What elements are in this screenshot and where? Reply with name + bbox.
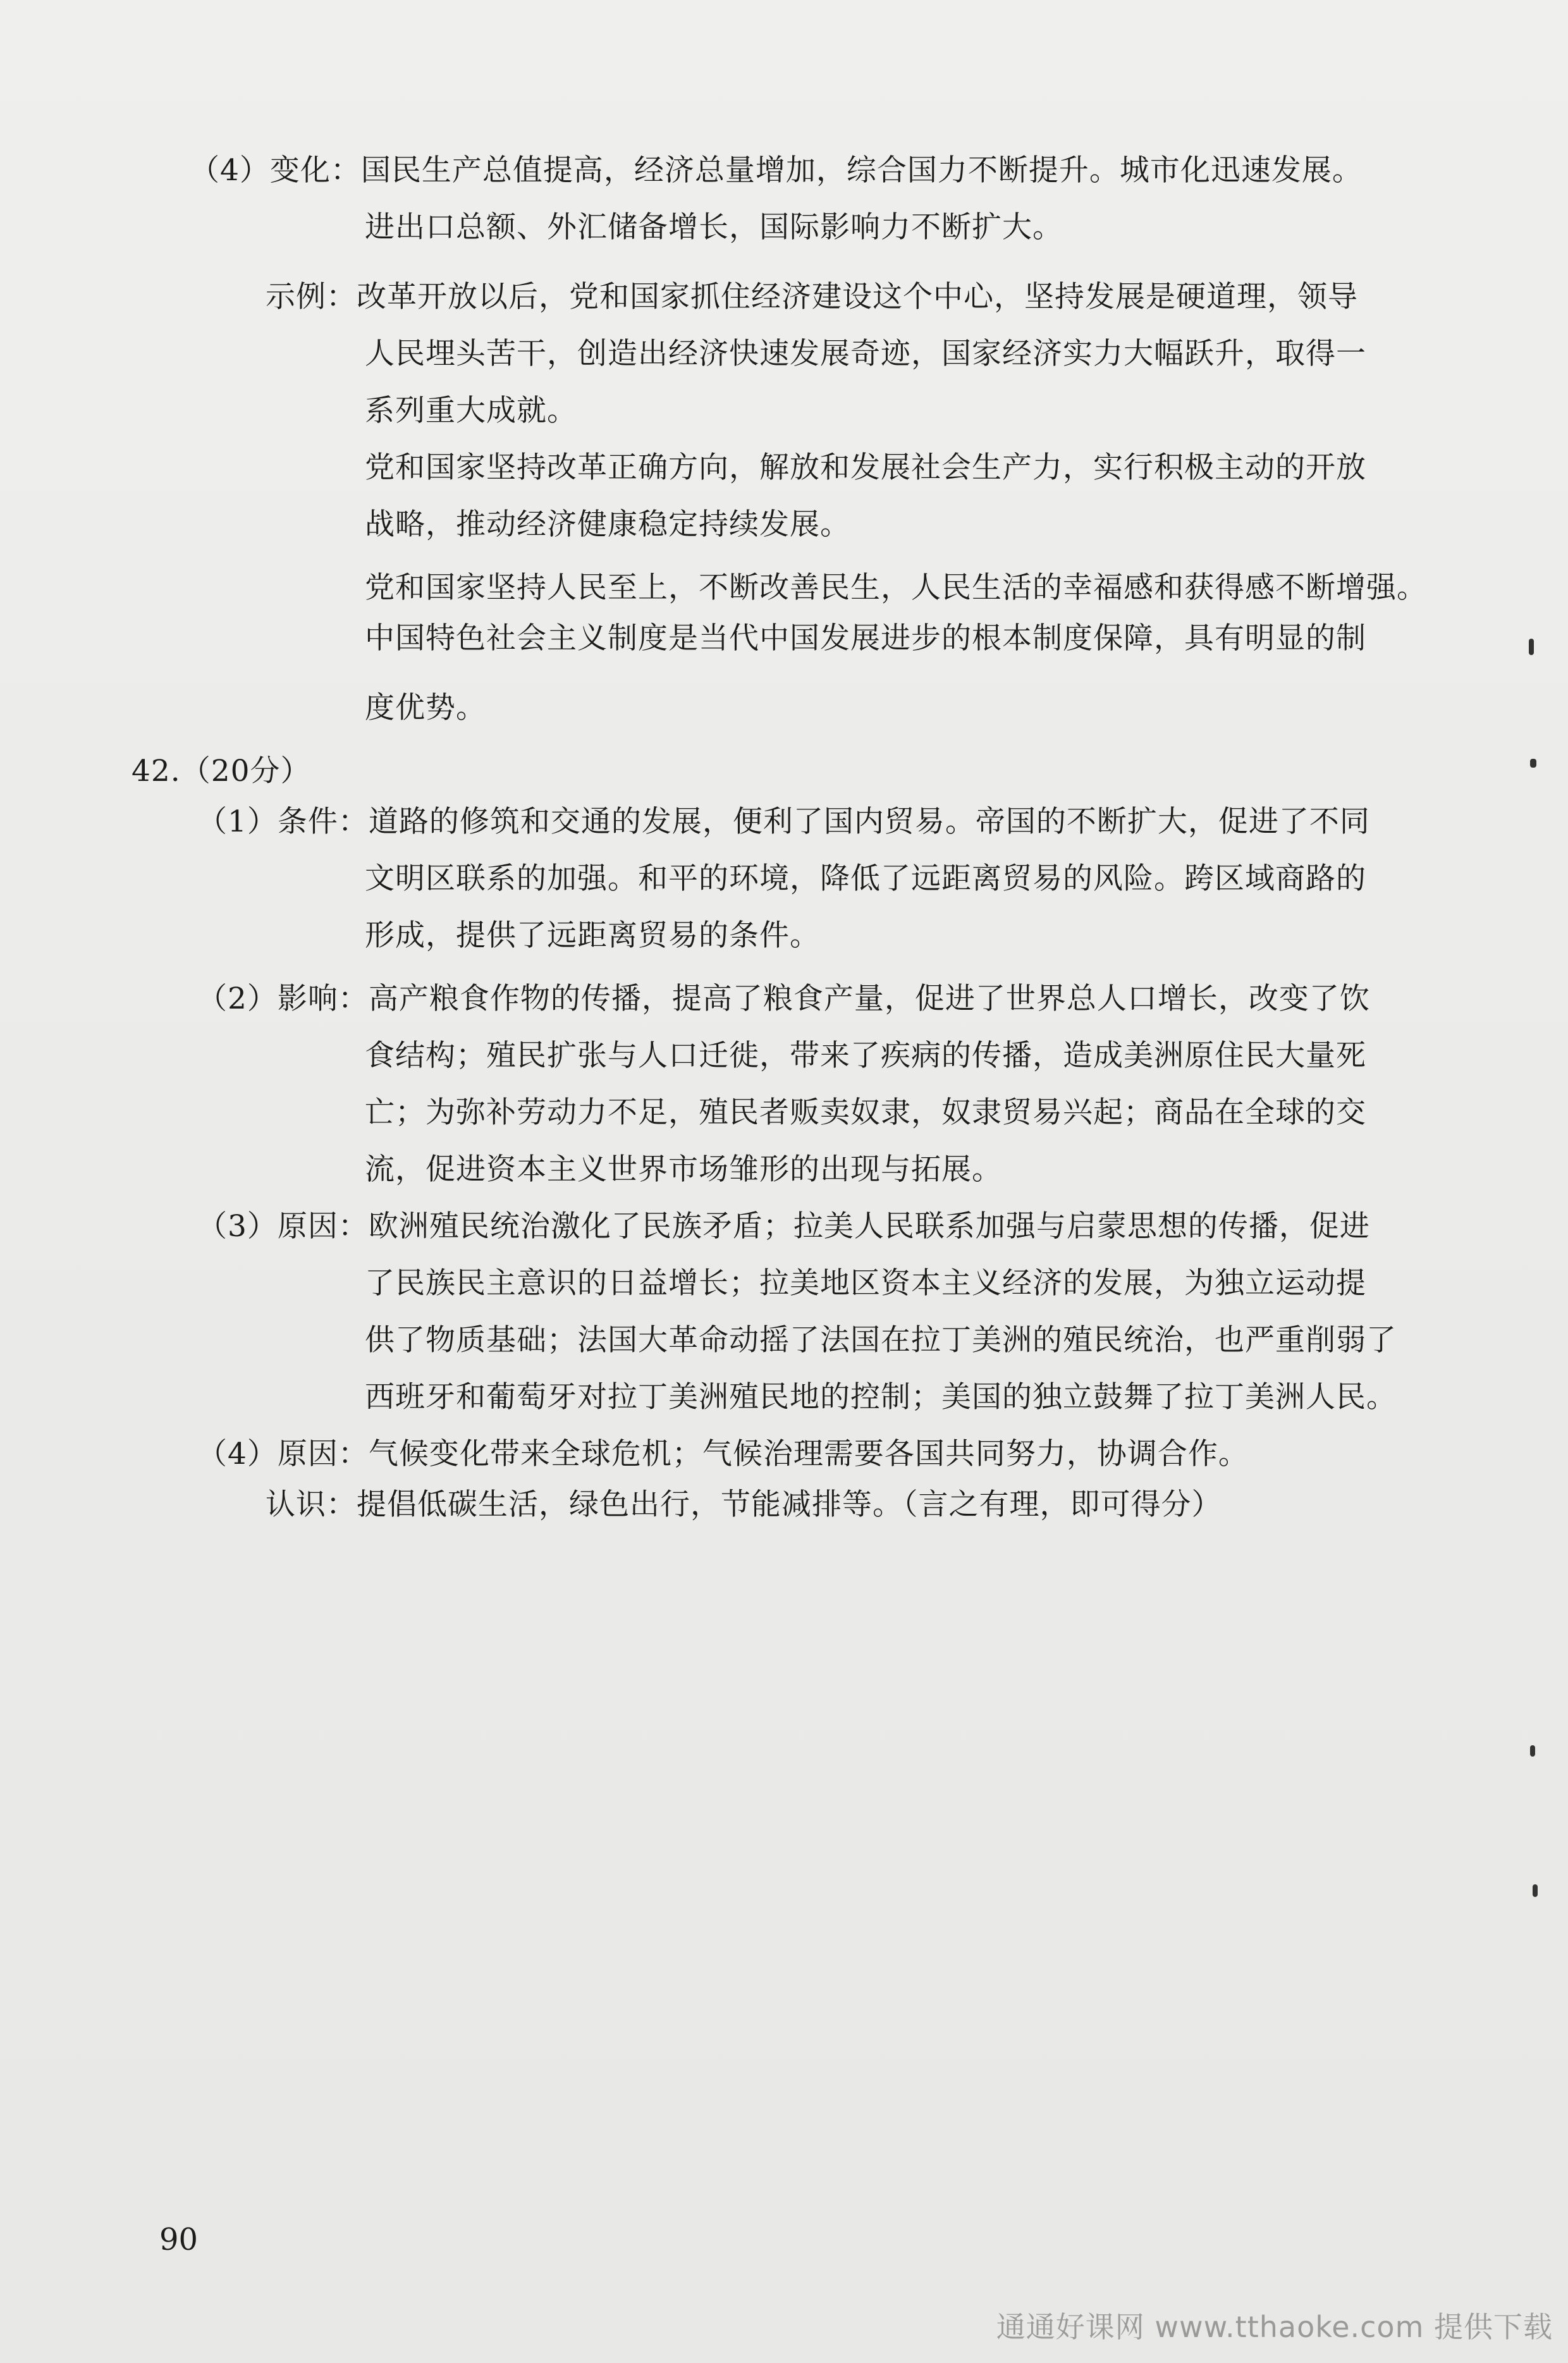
example-line-6 [365,569,1427,607]
example-line-1 [266,278,1358,316]
answer-4-label: （4）变化： [190,153,361,188]
q42-part-3-text-3: 供了物质基础；法国大革命动摇了法国在拉丁美洲的殖民统治，也严重削弱了 [365,1323,1397,1358]
example-text-1: 改革开放以后，党和国家抓住经济建设这个中心，坚持发展是硬道理，领导 [357,279,1358,314]
page-number: 90 [159,2222,199,2257]
q42-part-4-label: （4）原因： [197,1437,369,1471]
q42-part-4-text-2: 提倡低碳生活，绿色出行，节能减排等。（言之有理，即可得分） [357,1487,1222,1522]
q42-part-2-line-4 [365,1151,1002,1189]
example-line-2 [365,335,1366,373]
q42-part-1-text-3: 形成，提供了远距离贸易的条件。 [365,918,820,953]
q42-part-2-text-4: 流，促进资本主义世界市场雏形的出现与拓展。 [365,1152,1002,1187]
scan-mark [1530,759,1536,768]
q42-part-2-line-2 [365,1037,1366,1075]
answer-4-text: 国民生产总值提高，经济总量增加，综合国力不断提升。城市化迅速发展。 [360,153,1363,188]
q42-part-3-text-2: 了民族民主意识的日益增长；拉美地区资本主义经济的发展，为独立运动提 [365,1266,1366,1301]
q42-part-2-label: （2）影响： [197,981,369,1016]
answer-4-change-line-2 [365,209,1063,247]
q42-part-1-line-1 [197,803,1370,841]
example-text-6: 党和国家坚持人民至上，不断改善民生，人民生活的幸福感和获得感不断增强。 [365,570,1427,605]
q42-part-3-text-4: 西班牙和葡萄牙对拉丁美洲殖民地的控制；美国的独立鼓舞了拉丁美洲人民。 [365,1380,1397,1415]
q42-part-3-line-3 [365,1322,1397,1359]
example-line-7 [365,620,1366,658]
q42-part-2-text-2: 食结构；殖民扩张与人口迁徙，带来了疾病的传播，造成美洲原住民大量死 [365,1038,1366,1073]
q42-part-1-line-3 [365,917,820,955]
q42-part-3-label: （3）原因： [197,1209,369,1244]
q42-part-4-text-1: 气候变化带来全球危机；气候治理需要各国共同努力，协调合作。 [368,1437,1249,1471]
q42-part-2-line-1 [197,980,1370,1018]
example-line-8 [365,689,486,727]
example-text-2: 人民埋头苦干，创造出经济快速发展奇迹，国家经济实力大幅跃升，取得一 [365,336,1366,371]
q42-part-4-line-2 [266,1486,1222,1524]
q42-part-2-text-3: 亡；为弥补劳动力不足，殖民者贩卖奴隶，奴隶贸易兴起；商品在全球的交 [365,1095,1366,1130]
q42-part-1-text-1: 道路的修筑和交通的发展，便利了国内贸易。帝国的不断扩大，促进了不同 [368,804,1370,839]
q42-part-1-line-2 [365,860,1366,898]
q42-part-4-understanding-label: 认识： [266,1487,357,1522]
q42-part-1-label: （1）条件： [197,804,369,839]
example-text-7: 中国特色社会主义制度是当代中国发展进步的根本制度保障，具有明显的制 [365,621,1366,656]
scan-mark [1530,1745,1535,1757]
example-line-5 [365,506,850,544]
q42-part-2-text-1: 高产粮食作物的传播，提高了粮食产量，促进了世界总人口增长，改变了饮 [368,981,1370,1016]
example-text-8: 度优势。 [365,690,486,725]
q42-part-4-line-1 [197,1435,1249,1473]
q42-part-3-line-1 [197,1208,1370,1246]
answer-4-change-line-1 [190,152,1363,190]
site-watermark: 通通好课网 www.tthaoke.com 提供下载 [996,2310,1553,2344]
question-42-header [132,752,311,790]
example-text-3: 系列重大成就。 [365,393,577,428]
q42-part-1-text-2: 文明区联系的加强。和平的环境，降低了远距离贸易的风险。跨区域商路的 [365,861,1366,896]
example-line-3 [365,392,577,430]
q42-part-3-line-2 [365,1265,1366,1303]
q42-part-2-line-3 [365,1094,1366,1132]
answer-4-text-cont: 进出口总额、外汇储备增长，国际影响力不断扩大。 [365,210,1063,245]
scan-mark [1529,639,1534,655]
example-line-4 [365,449,1366,487]
scan-mark [1533,1884,1538,1897]
question-42-label: 42.（20分） [132,754,311,789]
example-text-4: 党和国家坚持改革正确方向，解放和发展社会生产力，实行积极主动的开放 [365,450,1366,485]
example-text-5: 战略，推动经济健康稳定持续发展。 [365,507,850,542]
q42-part-3-line-4 [365,1378,1397,1416]
example-label: 示例： [266,279,357,314]
q42-part-3-text-1: 欧洲殖民统治激化了民族矛盾；拉美人民联系加强与启蒙思想的传播，促进 [368,1209,1370,1244]
